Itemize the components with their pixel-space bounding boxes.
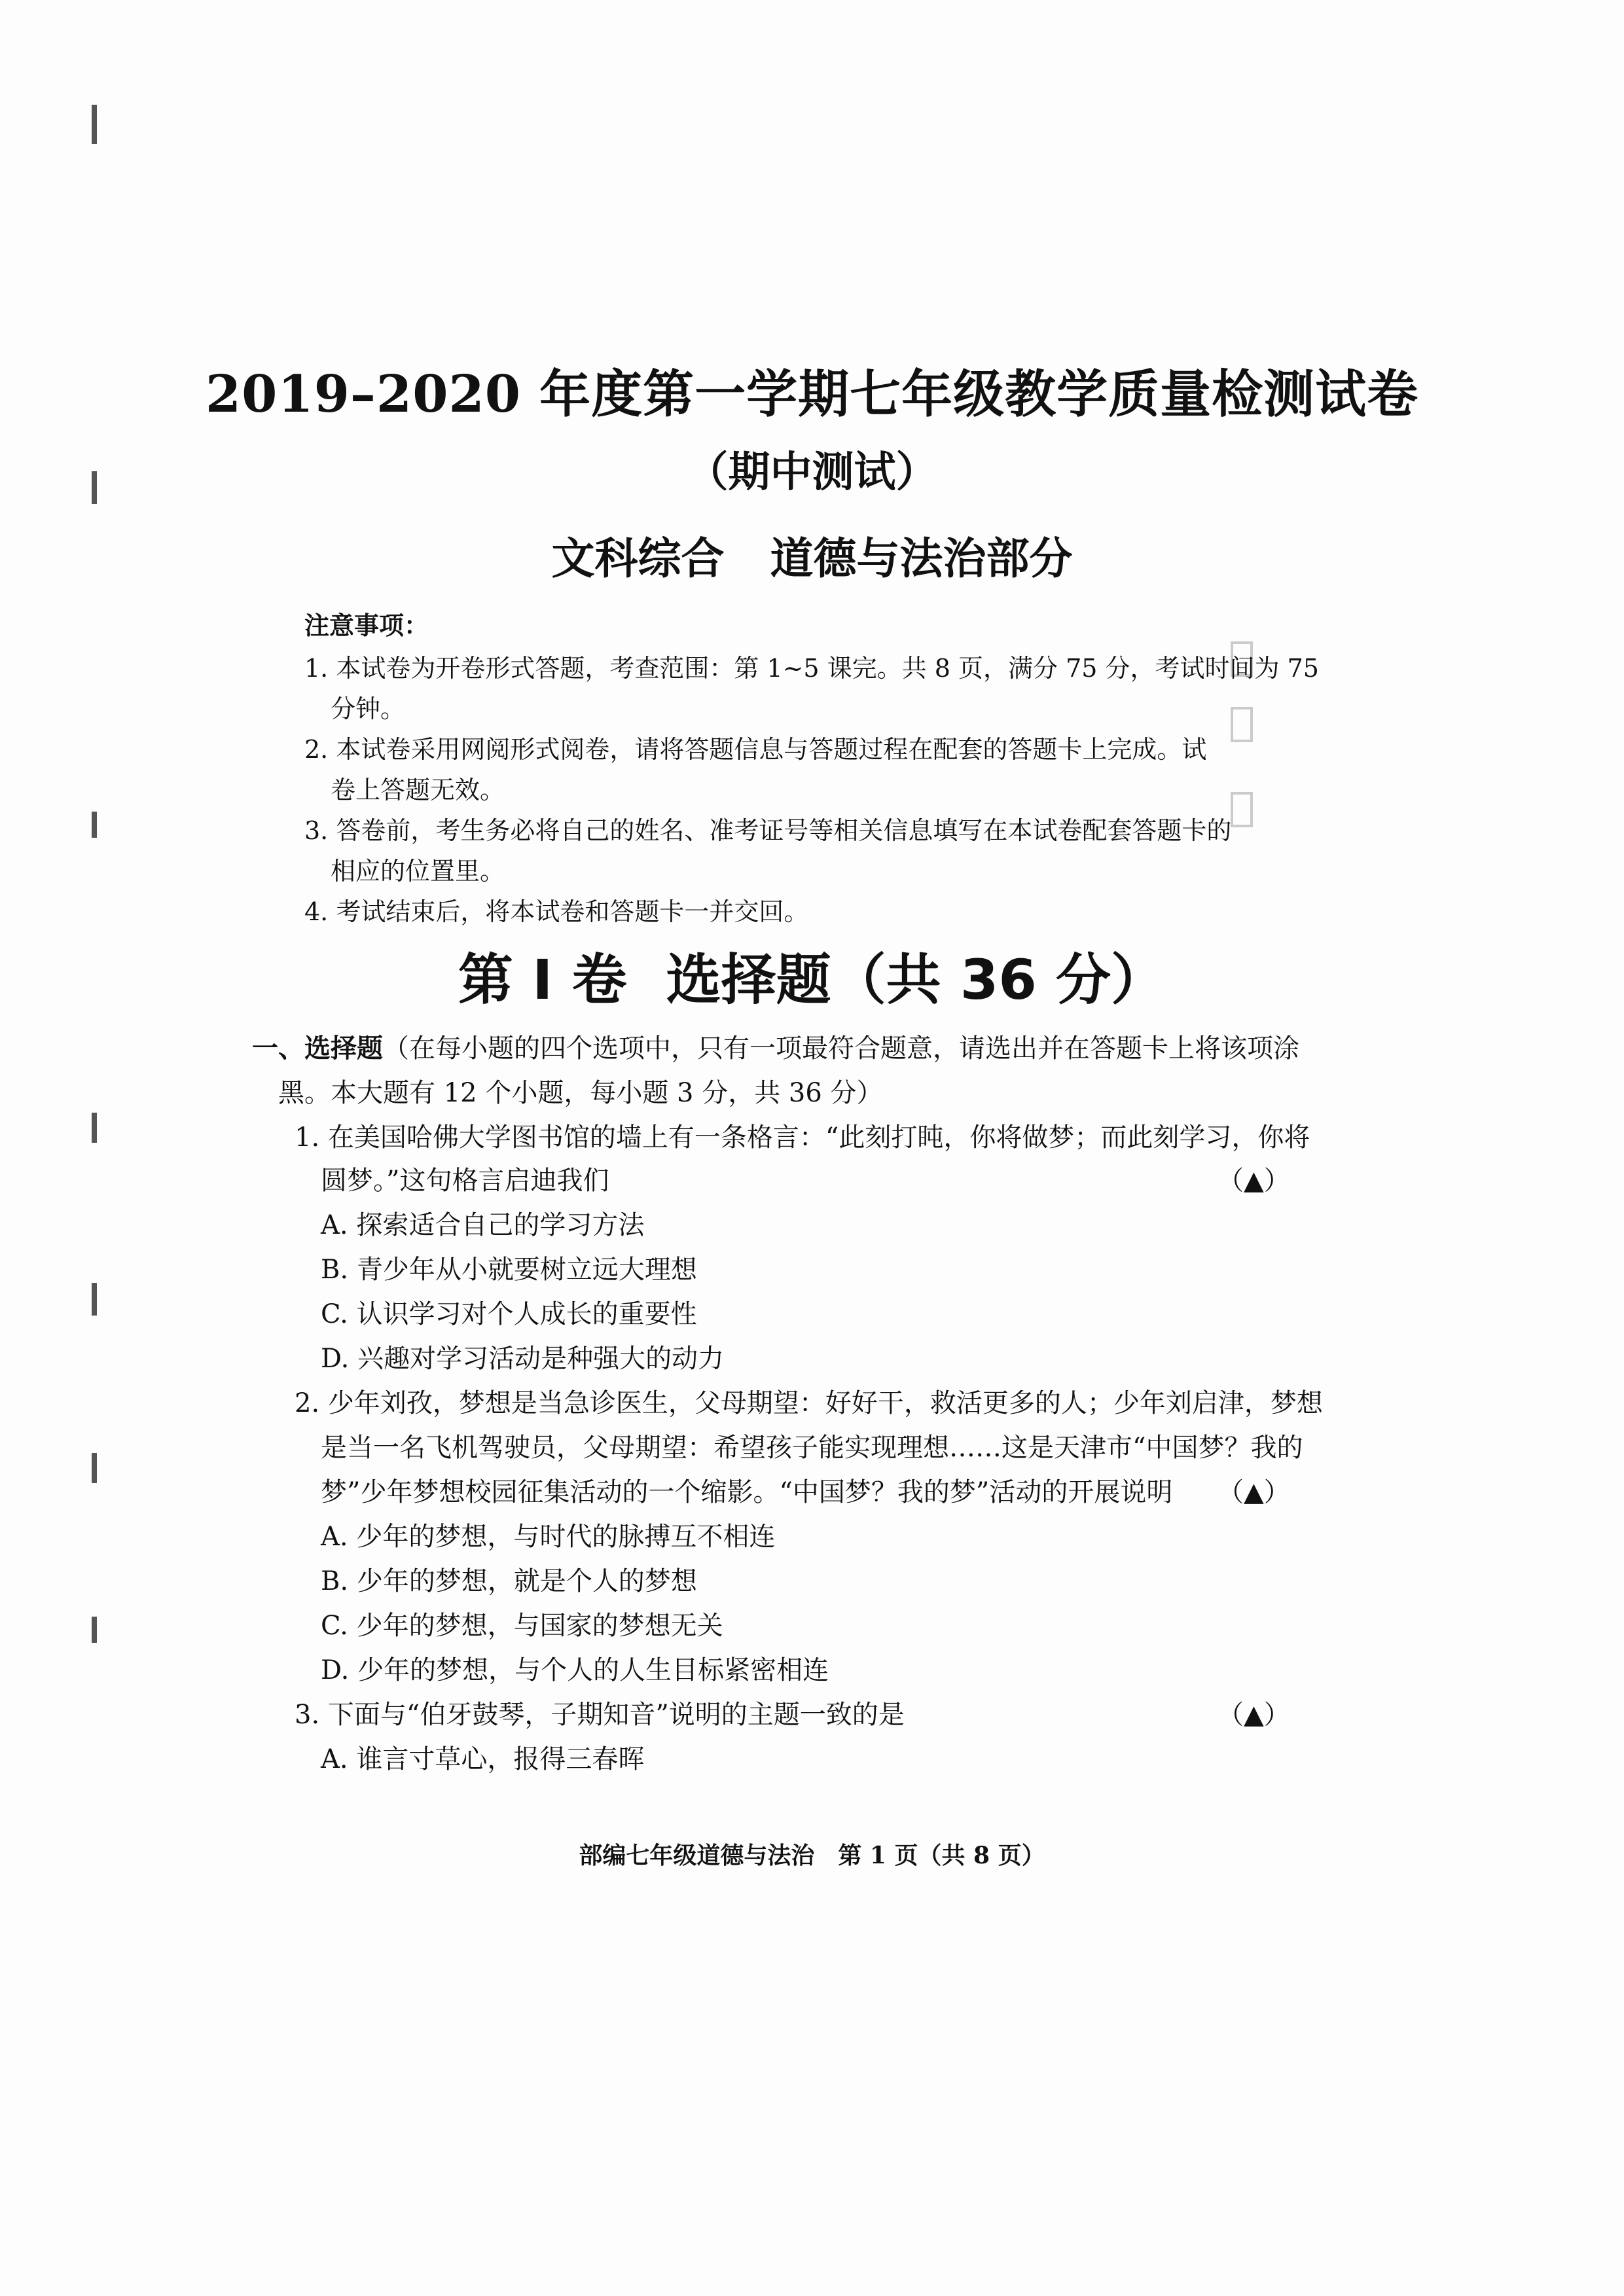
margin-mark [92, 1283, 97, 1316]
part1-instructions [252, 1028, 1299, 1065]
margin-mark [92, 1453, 97, 1483]
notice-item-cont: 相应的位置里。 [331, 857, 505, 886]
section-title-left: 第 I 卷 [458, 948, 627, 1012]
exam-title: 2019–2020 年度第一学期七年级教学质量检测试卷 [205, 365, 1419, 424]
question-1-option-a: A. 探索适合自己的学习方法 [321, 1210, 645, 1240]
question-2-line2: 是当一名飞机驾驶员，父母期望：希望孩子能实现理想……这是天津市“中国梦？我的 [321, 1433, 1303, 1463]
notice-item: 2. 本试卷采用网阅形式阅卷，请将答题信息与答题过程在配套的答题卡上完成。试 [304, 735, 1207, 764]
answer-mark: （▲） [1218, 1166, 1290, 1196]
question-1-line1: 1. 在美国哈佛大学图书馆的墙上有一条格言：“此刻打盹，你将做梦；而此刻学习，你将 [295, 1122, 1310, 1153]
question-3-option-a: A. 谁言寸草心，报得三春晖 [321, 1744, 645, 1774]
question-2-option-c: C. 少年的梦想，与国家的梦想无关 [321, 1611, 723, 1641]
exam-subtitle: （期中测试） [686, 448, 938, 497]
page-footer: 部编七年级道德与法治 第 1 页（共 8 页） [579, 1842, 1045, 1869]
question-2-line1: 2. 少年刘孜，梦想是当急诊医生，父母期望：好好干，救活更多的人；少年刘启津，梦想 [295, 1388, 1323, 1418]
part1-label: 一、选择题 [252, 1033, 383, 1064]
question-2-option-a: A. 少年的梦想，与时代的脉搏互不相连 [321, 1522, 776, 1552]
question-2-line3: 梦”少年梦想校园征集活动的一个缩影。“中国梦？我的梦”活动的开展说明 [321, 1477, 1173, 1507]
part1-line1: （在每小题的四个选项中，只有一项最符合题意，请选出并在答题卡上将该项涂 [383, 1033, 1299, 1064]
margin-mark [92, 812, 97, 838]
question-1-line2: 圆梦。”这句格言启迪我们 [321, 1166, 609, 1196]
notice-heading: 注意事项： [304, 611, 429, 640]
question-1-option-d: D. 兴趣对学习活动是种强大的动力 [321, 1344, 725, 1374]
notice-item-cont: 分钟。 [331, 694, 406, 723]
question-1-option-c: C. 认识学习对个人成长的重要性 [321, 1299, 697, 1329]
notice-item-cont: 卷上答题无效。 [331, 776, 505, 804]
bleed-through-box [1231, 707, 1253, 742]
part1-line2: 黑。本大题有 12 个小题，每小题 3 分，共 36 分） [278, 1078, 883, 1108]
notice-item: 3. 答卷前，考生务必将自己的姓名、准考证号等相关信息填写在本试卷配套答题卡的 [304, 816, 1232, 845]
margin-mark [92, 1617, 97, 1643]
subject-left: 文科综合 [551, 533, 725, 584]
question-1-option-b: B. 青少年从小就要树立远大理想 [321, 1255, 697, 1285]
section-title-right: 选择题（共 36 分） [666, 948, 1166, 1012]
answer-mark: （▲） [1218, 1477, 1290, 1507]
margin-mark [92, 1113, 97, 1143]
question-3-line1: 3. 下面与“伯牙鼓琴，子期知音”说明的主题一致的是 [295, 1700, 905, 1730]
section-title [0, 936, 1624, 1015]
question-2-option-b: B. 少年的梦想，就是个人的梦想 [321, 1566, 697, 1596]
answer-mark: （▲） [1218, 1700, 1290, 1730]
notice-item: 4. 考试结束后，将本试卷和答题卡一并交回。 [304, 897, 809, 926]
bleed-through-box [1231, 792, 1253, 827]
exam-subject [0, 524, 1624, 586]
question-2-option-d: D. 少年的梦想，与个人的人生目标紧密相连 [321, 1655, 829, 1685]
notice-item: 1. 本试卷为开卷形式答题，考查范围：第 1~5 课完。共 8 页，满分 75 分，考试时间为 75 [304, 654, 1319, 683]
subject-right: 道德与法治部分 [770, 533, 1073, 584]
margin-mark [92, 105, 97, 144]
